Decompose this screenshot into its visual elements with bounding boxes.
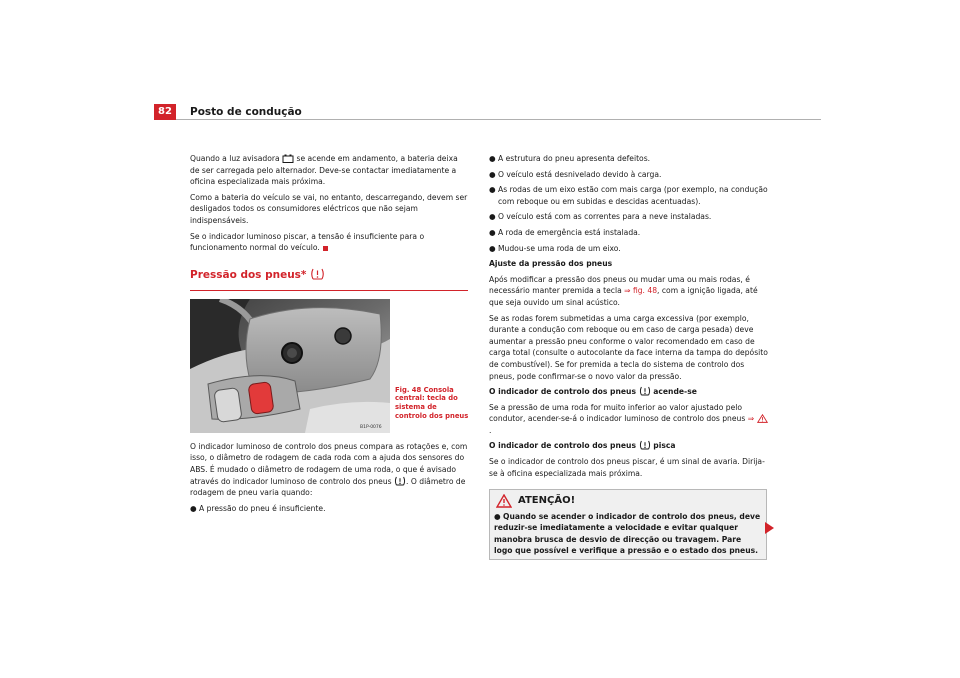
page-number: 82 bbox=[154, 104, 176, 120]
warning-title: ATENÇÃO! bbox=[518, 495, 576, 507]
overload-paragraph: Se as rodas forem submetidas a uma carga excessiva (por exemplo, durante a condução com reboque ou em caso de carga pesada) deve aumentar a pressão pneu conforme o valor recomendado em caso de carga total (consulte o autocolante da face interna da tampa do depósito de combustível). Se for premida a tecla do sistema de controlo dos pneus, pode confirmar-se o novo valor da pressão. bbox=[489, 313, 768, 381]
figure-code: B1P-0076 bbox=[360, 424, 382, 430]
tyre-pressure-icon bbox=[310, 268, 325, 280]
figure-reference-link[interactable]: ⇒ fig. 48 bbox=[624, 286, 658, 296]
warning-header bbox=[490, 490, 766, 511]
tyre-pressure-icon bbox=[639, 440, 651, 450]
left-column bbox=[190, 153, 468, 518]
section-divider bbox=[190, 290, 468, 291]
malfunction-paragraph: Se o indicador de controlo dos pneus piscar, é um sinal de avaria. Dirija-se à oficina especializada mais próxima. bbox=[489, 457, 765, 478]
figure-caption: Fig. 48 Consola central: tecla do sistema de controlo dos pneus bbox=[395, 385, 469, 420]
page-header-title: Posto de condução bbox=[190, 106, 302, 118]
warning-triangle-icon bbox=[496, 494, 512, 508]
low-pressure-paragraph: Se a pressão de uma roda for muito inferior ao valor ajustado pelo condutor, acender-se-á o indicador luminoso de controlo dos pneus ⇒ . bbox=[489, 402, 769, 437]
list-item: ● A estrutura do pneu apresenta defeitos. bbox=[489, 154, 651, 163]
header-divider bbox=[176, 119, 821, 120]
next-page-arrow-icon[interactable] bbox=[765, 522, 774, 534]
warning-reference-link[interactable]: ⇒ bbox=[747, 414, 755, 424]
section-title-tyre-pressure: Pressão dos pneus* bbox=[190, 268, 468, 282]
list-item: ● A roda de emergência está instalada. bbox=[489, 227, 641, 237]
figure-48 bbox=[190, 299, 468, 433]
warning-triangle-icon bbox=[757, 414, 768, 423]
tyre-pressure-icon bbox=[639, 386, 651, 396]
section-end-marker bbox=[323, 246, 328, 251]
battery-paragraph-2: Como a bateria do veículo se vai, no entanto, descarregando, devem ser desligados todos os consumidores eléctricos que não sejam indispensáveis. bbox=[190, 192, 468, 225]
warning-text: ● Quando se acender o indicador de controlo dos pneus, deve reduzir-se imediatamente a velocidade e evitar qualquer manobra brusca de desvio de direcção ou travagem. Pare logo que possível e verifique a pressão e o estado dos pneus. bbox=[494, 512, 761, 555]
warning-box bbox=[489, 489, 767, 560]
subheading-indicator-lights: O indicador de controlo dos pneus acende-se bbox=[489, 387, 697, 397]
battery-warning-icon bbox=[282, 154, 294, 163]
list-item: ● As rodas de um eixo estão com mais carga (por exemplo, na condução com reboque ou em subidas e descidas acentuadas). bbox=[489, 185, 768, 206]
battery-paragraph: Quando a luz avisadora se acende em andamento, a bateria deixa de ser carregada pelo alternador. Deve-se contactar imediatamente a oficina especializada mais próxima. bbox=[190, 154, 458, 187]
subheading-adjust-pressure: Ajuste da pressão dos pneus bbox=[489, 259, 613, 269]
tyre-pressure-icon bbox=[394, 476, 406, 486]
right-column bbox=[489, 153, 769, 560]
list-item: ● O veículo está com as correntes para a neve instaladas. bbox=[489, 212, 712, 222]
list-item: ● Mudou-se uma roda de um eixo. bbox=[489, 243, 621, 253]
battery-paragraph-3: Se o indicador luminoso piscar, a tensão é insuficiente para o funcionamento normal do veículo. bbox=[190, 231, 425, 253]
list-item: ● O veículo está desnivelado devido à carga. bbox=[489, 169, 662, 179]
subheading-indicator-flashes: O indicador de controlo dos pneus pisca bbox=[489, 441, 676, 451]
tyre-indicator-paragraph: O indicador luminoso de controlo dos pneus compara as rotações e, com isso, o diâmetro de rodagem de cada roda com a ajuda dos sensores do ABS. É mudado o diâmetro de rodagem de uma roda, o que é avisado através do indicador luminoso de controlo dos pneus . O diâmetro de rodagem de pneu varia quando: bbox=[190, 441, 468, 498]
console-photo bbox=[190, 299, 390, 433]
adjust-paragraph: Após modificar a pressão dos pneus ou mudar uma ou mais rodas, é necessário manter premida a tecla ⇒ fig. 48, com a ignição ligada, até que seja ouvido um sinal acústico. bbox=[489, 274, 758, 307]
list-item: ● A pressão do pneu é insuficiente. bbox=[190, 503, 326, 513]
